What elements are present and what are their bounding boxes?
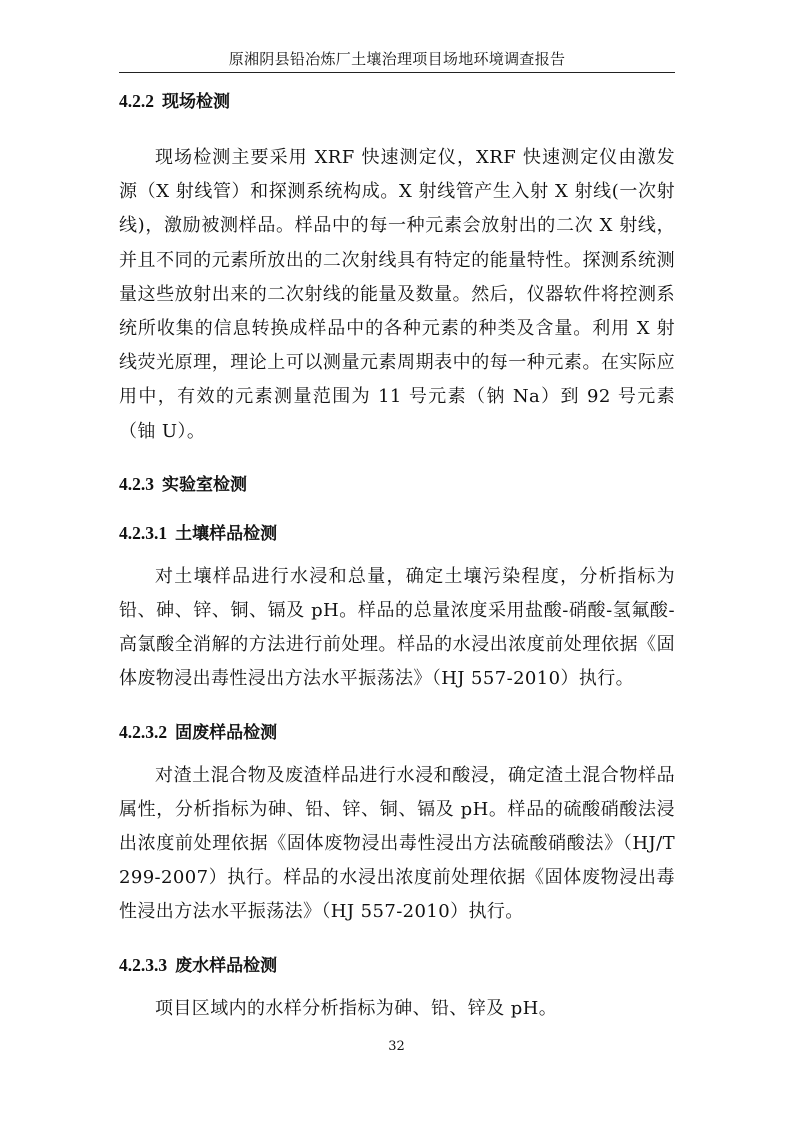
section-heading-4-2-3-2 <box>119 719 675 746</box>
paragraph-wastewater-sample: 项目区域内的水样分析指标为砷、铅、锌及 pH。 <box>155 997 558 1019</box>
section-heading-4-2-3 <box>119 471 675 498</box>
section-heading-4-2-3-1 <box>119 520 675 547</box>
section-title: 实验室检测 <box>162 474 247 495</box>
section-number: 4.2.2 <box>119 91 154 111</box>
paragraph-soil-sample: 对土壤样品进行水浸和总量，确定土壤污染程度，分析指标为铅、砷、锌、铜、镉及 pH。样品的总量浓度采用盐酸-硝酸-氢氟酸-高氯酸全消解的方法进行前处理。样品的水浸出浓度前处理依据《固体废物浸出毒性浸出方法水平振荡法》（HJ 557-2010）执行。 <box>119 565 675 690</box>
document-body <box>119 88 675 1026</box>
section-number: 4.2.3 <box>119 473 154 494</box>
header-title: 原湘阴县铅冶炼厂土壤治理项目场地环境调查报告 <box>228 50 566 68</box>
section-title: 现场检测 <box>162 92 230 112</box>
section-number: 4.2.3.2 <box>119 721 168 742</box>
section-heading-4-2-2 <box>119 88 675 115</box>
section-title: 土壤样品检测 <box>175 523 278 544</box>
section-title: 固废样品检测 <box>175 722 278 743</box>
page-number: 32 <box>388 1039 405 1054</box>
paragraph-solid-waste-sample: 对渣土混合物及废渣样品进行水浸和酸浸，确定渣土混合物样品属性，分析指标为砷、铅、锌、铜、镉及 pH。样品的硫酸硝酸法浸出浓度前处理依据《固体废物浸出毒性浸出方法硫酸硝酸法》（HJ/T 299-2007）执行。样品的水浸出浓度前处理依据《固体废物浸出毒性浸出方法水平振荡法》（HJ 557-2010）执行。 <box>119 764 675 923</box>
section-heading-4-2-3-3 <box>119 952 675 979</box>
section-number: 4.2.3.3 <box>119 954 168 975</box>
section-number: 4.2.3.1 <box>119 522 168 543</box>
section-title: 废水样品检测 <box>175 955 278 976</box>
paragraph-field-detection: 现场检测主要采用 XRF 快速测定仪，XRF 快速测定仪由激发源（X 射线管）和探测系统构成。X 射线管产生入射 X 射线(一次射线)，激励被测样品。样品中的每一种元素会放射出的二次 X 射线，并且不同的元素所放出的二次射线具有特定的能量特性。探测系统测量这些放射出来的二次射线的能量及数量。然后，仪器软件将控测系统所收集的信息转换成样品中的各种元素的种类及含量。利用 X 射线荧光原理，理论上可以测量元素周期表中的每一种元素。在实际应用中，有效的元素测量范围为 11 号元素（钠 Na）到 92 号元素（铀 U）。 <box>119 147 675 442</box>
page-header <box>119 48 675 73</box>
